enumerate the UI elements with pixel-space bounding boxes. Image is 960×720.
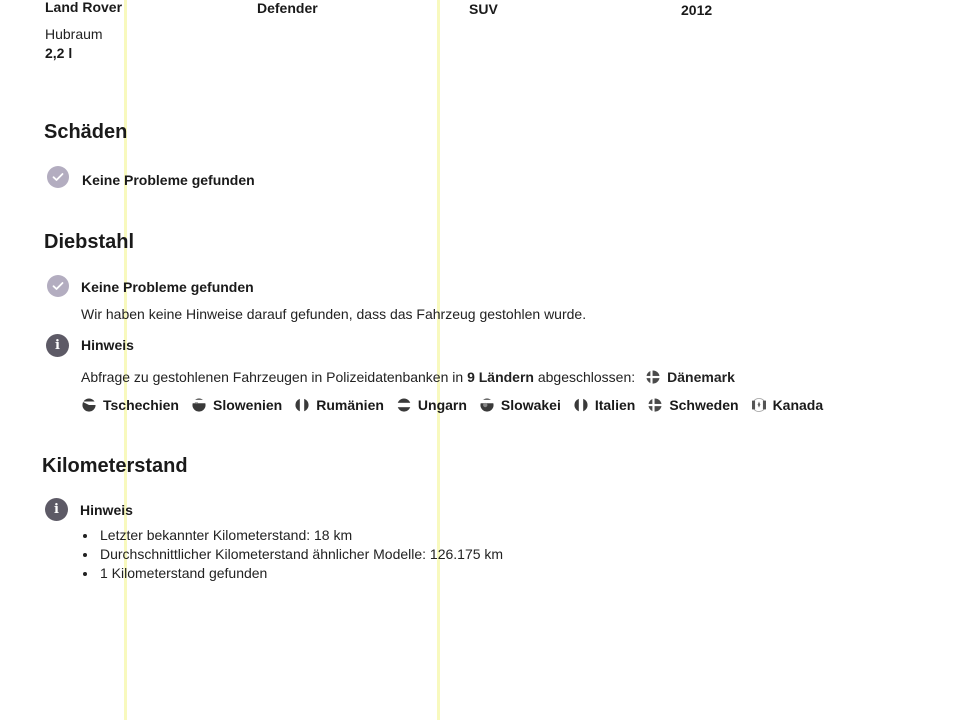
country-slovenia: Slowenien: [191, 397, 282, 413]
country-italy: Italien: [573, 397, 635, 413]
romania-flag-icon: [294, 398, 310, 412]
czechia-flag-icon: [81, 398, 97, 412]
vehicle-body: SUV: [469, 1, 498, 17]
damage-section-title: Schäden: [44, 121, 128, 143]
info-icon: i: [45, 498, 68, 521]
canada-flag-icon: [751, 398, 767, 412]
sweden-flag-icon: [647, 398, 663, 412]
check-icon: [47, 275, 69, 297]
list-item: • 1 Kilometerstand gefunden: [98, 564, 503, 583]
check-icon: [47, 166, 69, 188]
country-canada: Kanada: [751, 397, 824, 413]
country-romania: Rumänien: [294, 397, 384, 413]
scan-stripe: [437, 0, 440, 720]
denmark-flag-icon: [645, 370, 661, 384]
slovakia-flag-icon: [479, 398, 495, 412]
damage-status: Keine Probleme gefunden: [82, 172, 255, 188]
vehicle-model: Defender: [257, 0, 318, 16]
list-item: • Durchschnittlicher Kilometerstand ähnlicher Modelle: 126.175 km: [98, 545, 503, 564]
theft-status: Keine Probleme gefunden: [81, 279, 254, 295]
theft-status-text: Wir haben keine Hinweise darauf gefunden, dass das Fahrzeug gestohlen wurde.: [81, 306, 587, 322]
theft-note-text: [81, 369, 747, 385]
note-suffix: abgeschlossen:: [537, 369, 636, 385]
vehicle-year: 2012: [681, 2, 713, 18]
theft-note-title: Hinweis: [81, 337, 134, 353]
country-list: [81, 397, 835, 413]
country-sweden: Schweden: [647, 397, 738, 413]
scan-stripe: [124, 0, 127, 720]
mileage-list: [80, 526, 503, 583]
country-czechia: Tschechien: [81, 397, 179, 413]
displacement-value: 2,2 l: [45, 45, 73, 61]
vehicle-make: Land Rover: [45, 0, 123, 15]
mileage-section-title: Kilometerstand: [42, 455, 188, 477]
hungary-flag-icon: [396, 398, 412, 412]
info-icon: i: [46, 334, 69, 357]
country-denmark: Dänemark: [645, 369, 735, 385]
mileage-note-title: Hinweis: [80, 502, 133, 518]
note-prefix: Abfrage zu gestohlenen Fahrzeugen in Polizeidatenbanken in: [81, 369, 464, 385]
italy-flag-icon: [573, 398, 589, 412]
slovenia-flag-icon: [191, 398, 207, 412]
country-slovakia: Slowakei: [479, 397, 561, 413]
country-hungary: Ungarn: [396, 397, 467, 413]
list-item: • Letzter bekannter Kilometerstand: 18 km: [98, 526, 503, 545]
note-count: 9 Ländern: [467, 369, 534, 385]
displacement-label: Hubraum: [45, 26, 103, 42]
theft-section-title: Diebstahl: [44, 231, 135, 253]
